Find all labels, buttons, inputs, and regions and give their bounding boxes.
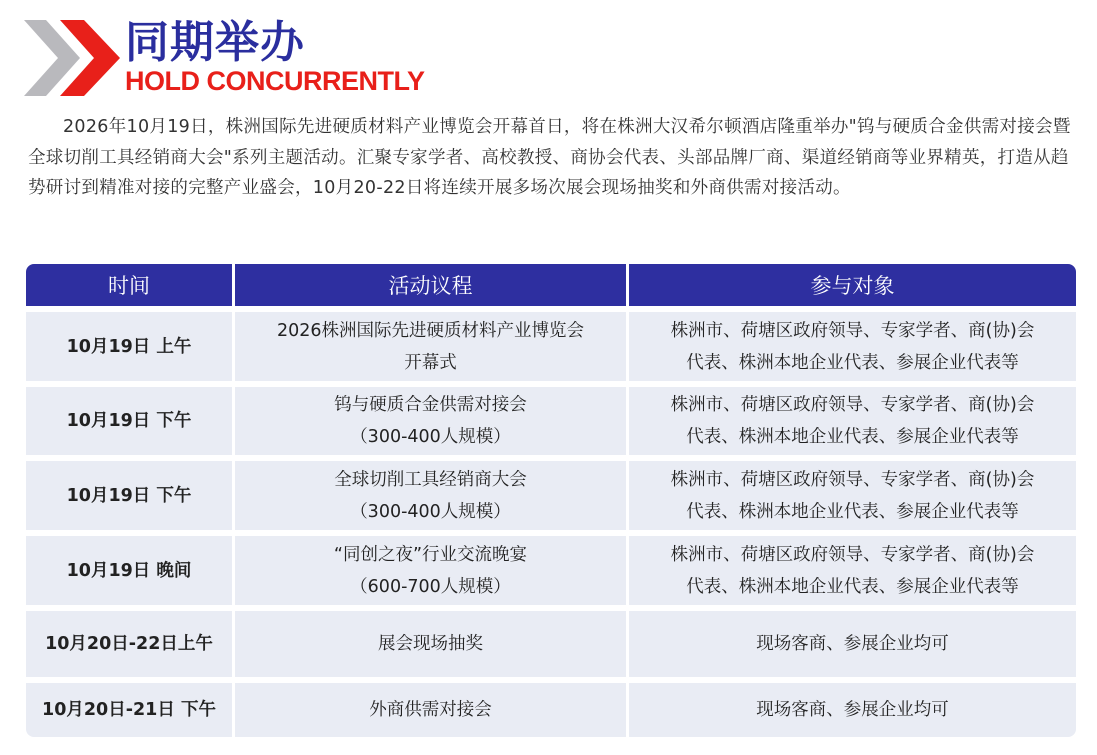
agenda-line: “同创之夜”行业交流晚宴 <box>333 544 528 565</box>
schedule-table <box>26 264 1076 737</box>
audience-line: 现场客商、参展企业均可 <box>756 700 949 720</box>
cell-agenda <box>235 312 629 381</box>
table-row <box>26 387 1076 455</box>
table-row <box>26 683 1076 737</box>
agenda-line: （300-400人规模） <box>350 501 511 522</box>
agenda-line: 开幕式 <box>404 352 457 373</box>
agenda-line: 全球切削工具经销商大会 <box>334 469 527 490</box>
table-row <box>26 611 1076 677</box>
audience-line: 株洲市、荷塘区政府领导、专家学者、商(协)会 <box>670 395 1035 415</box>
cell-time: 10月19日 上午 <box>26 312 235 381</box>
cell-agenda <box>235 683 629 737</box>
agenda-line: 2026株洲国际先进硬质材料产业博览会 <box>276 320 585 341</box>
table-row <box>26 312 1076 381</box>
audience-line: 株洲市、荷塘区政府领导、专家学者、商(协)会 <box>670 544 1035 565</box>
audience-line: 代表、株洲本地企业代表、参展企业代表等 <box>686 501 1019 522</box>
agenda-line: 外商供需对接会 <box>369 700 492 720</box>
cell-audience <box>629 312 1076 381</box>
agenda-line: 钨与硬质合金供需对接会 <box>334 395 527 415</box>
section-subtitle: HOLD CONCURRENTLY <box>125 66 425 96</box>
cell-audience <box>629 387 1076 455</box>
table-row <box>26 536 1076 605</box>
cell-time: 10月20日-21日 下午 <box>26 683 235 737</box>
section-header <box>24 18 624 100</box>
table-header <box>26 264 1076 306</box>
cell-agenda <box>235 461 629 530</box>
table-row <box>26 461 1076 530</box>
section-title: 同期举办 <box>125 17 305 68</box>
header-audience: 参与对象 <box>810 274 895 298</box>
audience-line: 代表、株洲本地企业代表、参展企业代表等 <box>686 427 1019 447</box>
header-time: 时间 <box>26 264 235 306</box>
header-agenda: 活动议程 <box>235 264 629 306</box>
cell-time: 10月19日 下午 <box>26 387 235 455</box>
intro-paragraph: 2026年10月19日，株洲国际先进硬质材料产业博览会开幕首日，将在株洲大汉希尔顿酒店隆重举办"钨与硬质合金供需对接会暨全球切削工具经销商大会"系列主题活动。汇聚专家学者、高校教授、商协会代表、头部品牌厂商、渠道经销商等业界精英，打造从趋势研讨到精准对接的完整产业盛会，10月20-22日将连续开展多场次展会现场抽奖和外商供需对接活动。 <box>28 117 1071 198</box>
cell-time: 10月20日-22日上午 <box>26 611 235 677</box>
agenda-line: （600-700人规模） <box>350 576 511 597</box>
cell-audience <box>629 611 1076 677</box>
cell-agenda <box>235 536 629 605</box>
cell-audience <box>629 536 1076 605</box>
table-body <box>26 312 1076 737</box>
cell-time: 10月19日 晚间 <box>26 536 235 605</box>
cell-time: 10月19日 下午 <box>26 461 235 530</box>
agenda-line: （300-400人规模） <box>350 427 511 447</box>
double-chevron-icon <box>24 20 124 96</box>
cell-audience <box>629 461 1076 530</box>
cell-agenda <box>235 611 629 677</box>
cell-agenda <box>235 387 629 455</box>
audience-line: 现场客商、参展企业均可 <box>756 634 949 654</box>
audience-line: 代表、株洲本地企业代表、参展企业代表等 <box>686 576 1019 597</box>
agenda-line: 展会现场抽奖 <box>378 634 483 654</box>
cell-audience <box>629 683 1076 737</box>
audience-line: 代表、株洲本地企业代表、参展企业代表等 <box>686 352 1019 373</box>
audience-line: 株洲市、荷塘区政府领导、专家学者、商(协)会 <box>670 320 1035 341</box>
audience-line: 株洲市、荷塘区政府领导、专家学者、商(协)会 <box>670 469 1035 490</box>
